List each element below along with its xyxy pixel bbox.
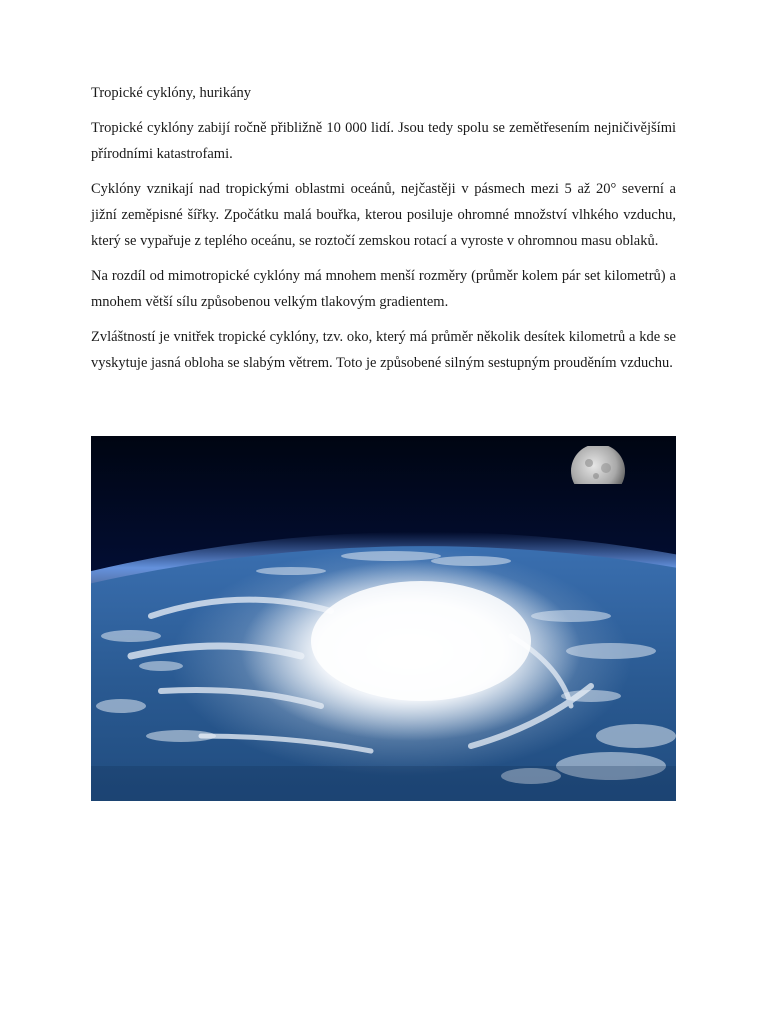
hurricane-photo xyxy=(91,436,676,801)
document-body xyxy=(91,80,676,385)
photo-bottom-shade xyxy=(91,766,676,801)
document-title: Tropické cyklóny, hurikány xyxy=(91,85,252,101)
paragraph-4: Zvláštností je vnitřek tropické cyklóny, tzv. oko, který má průměr několik desítek kilometrů a kde se vyskytuje jasná obloha se slabým větrem. Toto je způsobené silným sestupným prouděním vzduchu. xyxy=(91,329,676,371)
paragraph-2: Cyklóny vznikají nad tropickými oblastmi oceánů, nejčastěji v pásmech mezi 5 až 20° severní a jižní zeměpisné šířky. Zpočátku malá bouřka, kterou posiluje ohromné množství vlhkého vzduchu, který se vypařuje z teplého oceánu, se roztočí zemskou rotací a vyroste v ohromnou masu oblaků. xyxy=(91,181,676,249)
paragraph-3: Na rozdíl od mimotropické cyklóny má mnohem menší rozměry (průměr kolem pár set kilometrů) a mnohem větší sílu způsobenou velkým tlakovým gradientem. xyxy=(91,268,676,310)
hurricane-photo-illustration xyxy=(91,436,676,801)
paragraph-1: Tropické cyklóny zabijí ročně přibližně 10 000 lidí. Jsou tedy spolu se zemětřesením nejničivějšími přírodními katastrofami. xyxy=(91,120,676,162)
hurricane-center xyxy=(311,581,531,701)
